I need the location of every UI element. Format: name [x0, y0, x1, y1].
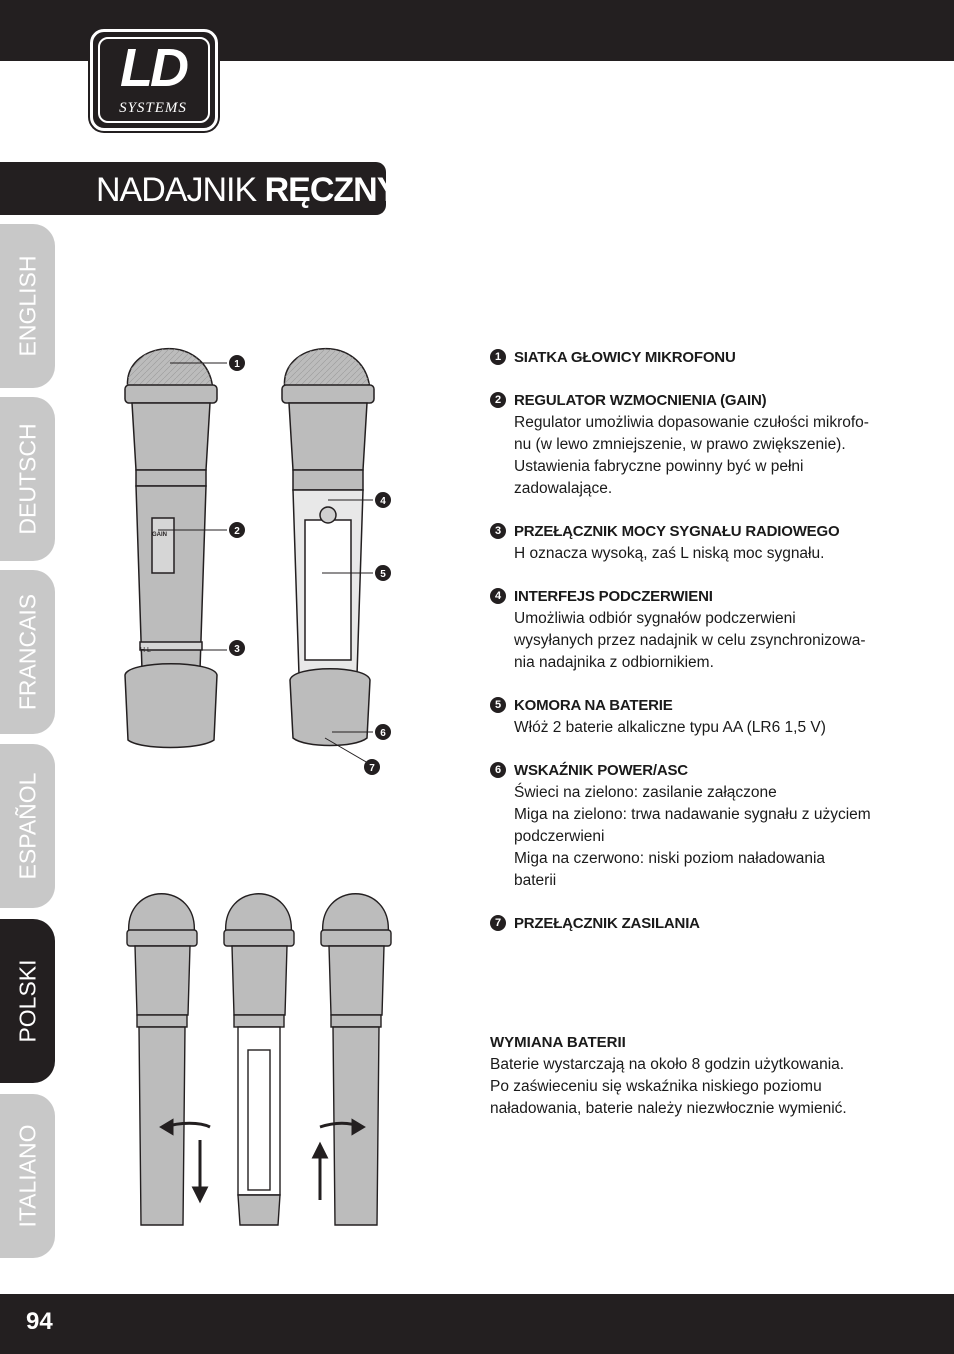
item-title: SIATKA GŁOWICY MIKROFONU: [514, 349, 736, 366]
item-description: Umożliwia odbiór sygnałów podczerwieni: [514, 610, 796, 627]
item-title: KOMORA NA BATERIE: [514, 697, 673, 714]
mic-step-1: [127, 894, 197, 1225]
item-title: PRZEŁĄCZNIK MOCY SYGNAŁU RADIOWEGO: [514, 523, 840, 540]
list-item: [490, 760, 880, 892]
list-item: [490, 913, 880, 935]
item-description: baterii: [514, 872, 557, 889]
page-number: 94: [26, 1308, 53, 1335]
battery-title: WYMIANA BATERII: [490, 1034, 626, 1051]
microphone-open: [282, 349, 374, 746]
battery-line: Baterie wystarczają na około 8 godzin użytkowania.: [490, 1056, 845, 1073]
item-description: Miga na zielono: trwa nadawanie sygnału z użyciem: [514, 806, 871, 823]
callout-3: 3: [234, 644, 240, 655]
callout-5: 5: [380, 569, 386, 580]
ld-systems-logo: [90, 29, 218, 131]
item-number: 4: [490, 588, 506, 604]
microphone-front: [125, 349, 217, 748]
item-number: 6: [490, 762, 506, 778]
item-description: nia nadajnika z odbiornikiem.: [514, 654, 714, 671]
tab-english[interactable]: ENGLISH: [0, 224, 55, 388]
microphone-diagram: [110, 330, 410, 780]
item-description: Miga na czerwono: niski poziom naładowania: [514, 850, 826, 867]
bottom-bar: [0, 1294, 954, 1354]
title-light: NADAJNIK: [96, 171, 265, 209]
list-item: [490, 521, 880, 565]
list-item: [490, 695, 880, 739]
callout-7: 7: [369, 763, 375, 774]
page-title: [96, 170, 407, 210]
item-description: Ustawienia fabryczne powinny być w pełni: [514, 458, 804, 475]
tab-polski[interactable]: POLSKI: [0, 919, 55, 1083]
logo-systems-text: SYSTEMS: [119, 100, 187, 116]
item-number: 7: [490, 915, 506, 931]
mic-step-3: [321, 894, 391, 1225]
item-title: PRZEŁĄCZNIK ZASILANIA: [514, 915, 700, 932]
battery-replacement-diagram: [120, 890, 400, 1235]
title-bold: RĘCZNY: [264, 171, 399, 209]
mic-step-2: [224, 894, 294, 1225]
item-title: WSKAŹNIK POWER/ASC: [514, 762, 688, 779]
component-list: [490, 347, 880, 956]
item-number: 3: [490, 523, 506, 539]
item-number: 2: [490, 392, 506, 408]
item-title: REGULATOR WZMOCNIENIA (GAIN): [514, 392, 767, 409]
callout-4: 4: [380, 496, 386, 507]
battery-line: naładowania, baterie należy niezwłocznie wymienić.: [490, 1100, 847, 1117]
battery-line: Po zaświeceniu się wskaźnika niskiego poziomu: [490, 1078, 822, 1095]
item-description: wysyłanych przez nadajnik w celu zsynchronizowa-: [514, 632, 866, 649]
item-description: H oznacza wysoką, zaś L niską moc sygnału.: [514, 545, 825, 562]
logo-ld-text: LD: [120, 38, 186, 98]
tab-deutsch[interactable]: DEUTSCH: [0, 397, 55, 561]
callout-6: 6: [380, 728, 386, 739]
item-description: podczerwieni: [514, 828, 605, 845]
item-number: 5: [490, 697, 506, 713]
gain-label: GAIN: [152, 532, 167, 538]
list-item: [490, 586, 880, 674]
callout-2: 2: [234, 526, 240, 537]
item-description: Włóż 2 baterie alkaliczne typu AA (LR6 1,5 V): [514, 719, 826, 736]
battery-section: [490, 1032, 890, 1120]
item-description: nu (w lewo zmniejszenie, w prawo zwiększenie).: [514, 436, 846, 453]
item-description: Regulator umożliwia dopasowanie czułości mikrofo-: [514, 414, 869, 431]
item-title: INTERFEJS PODCZERWIENI: [514, 588, 713, 605]
tab-italiano[interactable]: ITALIANO: [0, 1094, 55, 1258]
item-description: zadowalające.: [514, 480, 613, 497]
h-l-switch-label: H L: [140, 647, 151, 654]
item-description: Świeci na zielono: zasilanie załączone: [514, 784, 777, 801]
title-colon: :: [398, 171, 407, 209]
list-item: [490, 347, 880, 369]
tab-francais[interactable]: FRANCAIS: [0, 570, 55, 734]
list-item: [490, 390, 880, 500]
callout-1: 1: [234, 359, 240, 370]
item-number: 1: [490, 349, 506, 365]
tab-espanol[interactable]: ESPAÑOL: [0, 744, 55, 908]
